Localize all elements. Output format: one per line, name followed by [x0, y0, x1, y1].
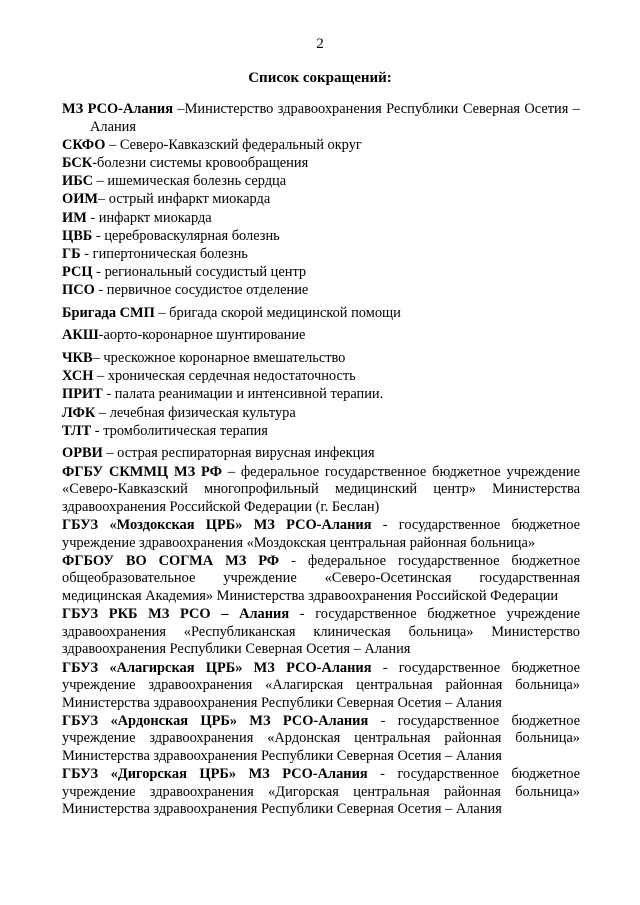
abbreviation-term: ИБС: [62, 173, 94, 190]
abbreviation-definition: государственное бюджетное учреждение здравоохранения «Дигорская центральная районная больница» Министерства здравоохранения Республики Северная Осетия – Алания: [62, 766, 580, 818]
abbreviation-term: ГБУЗ «Алагирская ЦРБ» МЗ РСО-Алания: [62, 659, 372, 676]
abbreviation-term: ОИМ: [62, 191, 98, 208]
abbreviation-definition: Северо-Кавказский федеральный округ: [119, 136, 362, 153]
abbreviation-separator: -: [92, 227, 105, 244]
abbreviation-separator: –: [154, 304, 170, 321]
abbreviation-definition: федеральное государственное бюджетное учреждение «Северо-Кавказский многопрофильный медицинский центр» Министерства здравоохранения Российской Федерации (г. Беслан): [62, 463, 581, 515]
abbreviation-term: ПРИТ: [62, 386, 103, 403]
abbreviation-term: ЛФК: [62, 404, 96, 421]
abbreviation-entry: [62, 191, 580, 209]
abbreviation-term: АКШ: [62, 327, 99, 344]
abbreviation-entry: [62, 713, 580, 766]
abbreviation-term: ГБ: [62, 245, 81, 262]
abbreviation-definition: государственное бюджетное учреждение здравоохранения «Республиканская клиническая больница» Министерство здравоохранения Республики Северная Осетия – Алания: [62, 606, 580, 658]
abbreviation-term: СКФО: [62, 136, 106, 153]
abbreviation-definition: аорто-коронарное шунтирование: [103, 327, 306, 344]
abbreviation-definition: палата реанимации и интенсивной терапии.: [114, 386, 384, 403]
abbreviation-definition: острый инфаркт миокарда: [108, 191, 271, 208]
abbreviation-entry: [62, 101, 580, 136]
abbreviation-separator: –: [102, 445, 118, 462]
abbreviation-term: ГБУЗ РКБ МЗ РСО – Алания: [62, 606, 290, 623]
abbreviation-term: ГБУЗ «Ардонская ЦРБ» МЗ РСО-Алания: [62, 712, 369, 729]
abbreviation-entry: [62, 517, 580, 552]
abbreviation-definition: хроническая сердечная недостаточность: [107, 368, 356, 385]
abbreviation-term: Бригада СМП: [62, 304, 155, 321]
abbreviation-entry: [62, 155, 580, 173]
abbreviation-separator: –: [92, 350, 104, 367]
abbreviation-entry: [62, 368, 580, 386]
abbreviation-separator: –: [173, 101, 185, 117]
abbreviation-definition: государственное бюджетное учреждение здравоохранения «Алагирская центральная районная больница» Министерства здравоохранения Республики Северная Осетия – Алания: [62, 659, 580, 711]
abbreviation-entry: [62, 264, 580, 282]
abbreviation-definition: чрескожное коронарное вмешательство: [103, 350, 346, 367]
abbreviation-definition: Министерство здравоохранения Республики Северная Осетия – Алания: [90, 101, 580, 135]
abbreviation-definition: инфаркт миокарда: [98, 209, 212, 226]
abbreviation-definition: тромболитическая терапия: [103, 422, 268, 439]
abbreviation-term: ОРВИ: [62, 445, 103, 462]
abbreviation-separator: -: [98, 327, 104, 344]
abbreviation-entry: [62, 173, 580, 191]
abbreviation-separator: –: [221, 463, 241, 480]
abbreviation-definition: болезни системы кровообращения: [97, 154, 309, 171]
abbreviation-entry: [62, 246, 580, 264]
abbreviation-separator: -: [371, 516, 399, 533]
abbreviation-separator: -: [92, 264, 105, 281]
abbreviation-separator: -: [91, 422, 104, 439]
abbreviation-entry: [62, 606, 580, 659]
abbreviation-definition: федеральное государственное бюджетное общеобразовательное учреждение «Северо-Осетинская государственная медицинская Академия» Министерства здравоохранения Российской Федерации: [62, 552, 580, 604]
abbreviation-entry: [62, 766, 580, 819]
abbreviation-entry: [62, 350, 580, 368]
abbreviation-separator: -: [86, 209, 99, 226]
abbreviation-term: ФГБУ СКММЦ МЗ РФ: [62, 463, 222, 480]
abbreviation-entry: [62, 305, 580, 323]
abbreviation-separator: –: [93, 173, 108, 190]
abbreviation-definition: бригада скорой медицинской помощи: [169, 304, 401, 321]
abbreviation-term: ПСО: [62, 282, 95, 299]
abbreviation-entry: [62, 445, 580, 463]
abbreviation-separator: -: [94, 282, 107, 299]
abbreviation-entry: [62, 660, 580, 713]
abbreviation-entry: [62, 282, 580, 300]
abbreviation-term: ХСН: [62, 368, 94, 385]
abbreviation-separator: -: [102, 386, 115, 403]
abbreviation-term: ГБУЗ «Моздокская ЦРБ» МЗ РСО-Алания: [62, 516, 372, 533]
abbreviation-entry: [62, 327, 580, 345]
abbreviation-separator: –: [95, 404, 110, 421]
page-number: 2: [316, 36, 324, 52]
abbreviation-entry: [62, 423, 580, 441]
abbreviation-definition: первичное сосудистое отделение: [106, 282, 309, 299]
abbreviation-separator: –: [93, 368, 108, 385]
abbreviation-definition: региональный сосудистый центр: [104, 264, 307, 281]
abbreviation-entry: [62, 137, 580, 155]
abbreviation-separator: -: [80, 245, 93, 262]
abbreviation-entry: [62, 553, 580, 606]
abbreviation-term: РСЦ: [62, 264, 93, 281]
abbreviation-separator: –: [105, 136, 120, 153]
abbreviation-definition: цереброваскулярная болезнь: [104, 227, 280, 244]
page-title: Список сокращений:: [248, 70, 392, 86]
abbreviation-entry: [62, 405, 580, 423]
abbreviation-definition: лечебная физическая культура: [109, 404, 296, 421]
abbreviation-list: [62, 101, 580, 820]
abbreviation-definition: острая респираторная вирусная инфекция: [117, 445, 375, 462]
abbreviation-separator: -: [92, 154, 98, 171]
abbreviation-term: ЦВБ: [62, 227, 93, 244]
abbreviation-separator: -: [368, 712, 398, 729]
abbreviation-definition: государственное бюджетное учреждение здравоохранения «Ардонская центральная районная больница» Министерства здравоохранения Республики Северная Осетия – Алания: [62, 712, 580, 765]
abbreviation-term: ЧКВ: [62, 350, 93, 367]
abbreviation-entry: [62, 210, 580, 228]
abbreviation-term: МЗ РСО-Алания: [62, 101, 173, 117]
abbreviation-separator: -: [279, 552, 308, 569]
abbreviation-term: БСК: [62, 154, 93, 171]
abbreviation-term: ТЛТ: [62, 422, 92, 439]
abbreviation-definition: ишемическая болезнь сердца: [107, 173, 287, 190]
abbreviation-separator: –: [97, 191, 109, 208]
abbreviation-term: ФГБОУ ВО СОГМА МЗ РФ: [62, 552, 280, 569]
abbreviation-separator: -: [371, 659, 399, 676]
abbreviation-definition: государственное бюджетное учреждение здравоохранения «Моздокская центральная районная больница»: [62, 516, 580, 551]
abbreviation-entry: [62, 228, 580, 246]
abbreviation-definition: гипертоническая болезнь: [92, 245, 248, 262]
abbreviation-separator: -: [289, 606, 316, 623]
abbreviation-entry: [62, 386, 580, 404]
abbreviation-separator: -: [367, 766, 398, 783]
abbreviation-entry: [62, 464, 580, 517]
abbreviation-term: ГБУЗ «Дигорская ЦРБ» МЗ РСО-Алания: [62, 766, 368, 783]
abbreviation-term: ИМ: [62, 209, 87, 226]
